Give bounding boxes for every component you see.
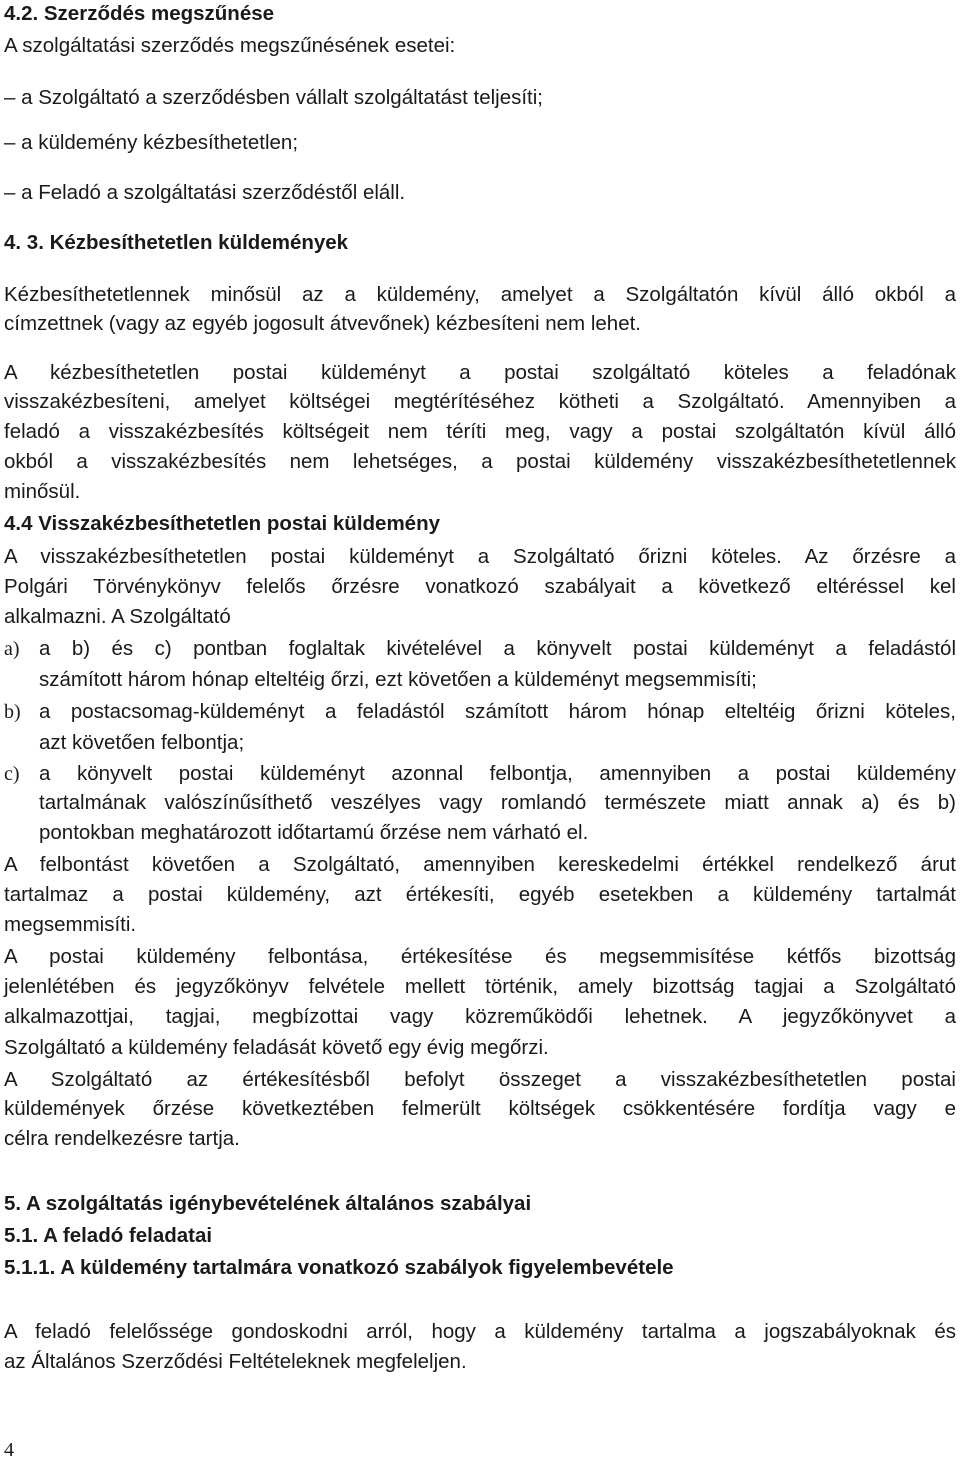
list-item-line: azt követően felbontja; (39, 731, 245, 754)
paragraph-line: jelenlétében és jegyzőkönyv felvétele mellett történik, amely bizottság tagjai a Szolgáltató (4, 975, 956, 998)
paragraph-line: A felbontást követően a Szolgáltató, amennyiben kereskedelmi értékkel rendelkező árut (4, 853, 956, 876)
list-marker: b) (4, 701, 21, 723)
paragraph-line: visszakézbesíteni, amelyet költségei megtérítéséhez kötheti a Szolgáltató. Amennyiben a (4, 390, 956, 413)
paragraph-line: A postai küldemény felbontása, értékesítése és megsemmisítése kétfős bizottság (4, 945, 956, 968)
list-item: – a Szolgáltató a szerződésben vállalt szolgáltatást teljesíti; (4, 86, 543, 109)
paragraph-line: tartalmaz a postai küldemény, azt értékesíti, egyéb esetekben a küldemény tartalmát (4, 883, 956, 906)
list-item: – a Feladó a szolgáltatási szerződéstől eláll. (4, 181, 406, 204)
section-5-1-1-heading: 5.1.1. A küldemény tartalmára vonatkozó szabályok figyelembevétele (4, 1256, 674, 1279)
list-item-line: a b) és c) pontban foglaltak kivételével a könyvelt postai küldeményt a feladástól (39, 637, 956, 660)
list-marker: c) (4, 763, 20, 785)
list-item-line: pontokban meghatározott időtartamú őrzése nem várható el. (39, 821, 589, 844)
paragraph-line: célra rendelkezésre tartja. (4, 1127, 240, 1150)
paragraph-line: alkalmazottjai, tagjai, megbízottai vagy közreműködői lehetnek. A jegyzőkönyvet a (4, 1005, 956, 1028)
page-number: 4 (4, 1439, 14, 1461)
paragraph-line: megsemmisíti. (4, 913, 137, 936)
paragraph-line: küldemények őrzése következtében felmerült költségek csökkentésére fordítja vagy e (4, 1097, 956, 1120)
paragraph-line: Polgári Törvénykönyv felelős őrzésre vonatkozó szabályait a következő eltéréssel kel (4, 575, 956, 598)
paragraph-line: A visszakézbesíthetetlen postai küldeményt a Szolgáltató őrizni köteles. Az őrzésre a (4, 545, 956, 568)
list-item: – a küldemény kézbesíthetetlen; (4, 131, 299, 154)
paragraph-line: feladó a visszakézbesítés költségeit nem téríti meg, vagy a postai szolgáltatón kívül álló (4, 420, 956, 443)
list-item-line: a postacsomag-küldeményt a feladástól számított három hónap elteltéig őrizni köteles, (39, 700, 956, 723)
list-item-line: számított három hónap elteltéig őrzi, ezt követően a küldeményt megsemmisíti; (39, 668, 757, 691)
paragraph-line: A kézbesíthetetlen postai küldeményt a postai szolgáltató köteles a feladónak (4, 361, 956, 384)
list-item-line: a könyvelt postai küldeményt azonnal felbontja, amennyiben a postai küldemény (39, 762, 956, 785)
paragraph-line: Szolgáltató a küldemény feladását követő egy évig megőrzi. (4, 1036, 549, 1059)
paragraph-line: A Szolgáltató az értékesítésből befolyt összeget a visszakézbesíthetetlen postai (4, 1068, 956, 1091)
paragraph-line: minősül. (4, 480, 81, 503)
paragraph-line: az Általános Szerződési Feltételeknek megfeleljen. (4, 1350, 467, 1373)
paragraph-line: Kézbesíthetetlennek minősül az a küldemény, amelyet a Szolgáltatón kívül álló okból a (4, 283, 956, 306)
paragraph-line: címzettnek (vagy az egyéb jogosult átvevőnek) kézbesíteni nem lehet. (4, 312, 641, 335)
section-4-2-intro: A szolgáltatási szerződés megszűnésének esetei: (4, 34, 456, 57)
paragraph-line: A feladó felelőssége gondoskodni arról, hogy a küldemény tartalma a jogszabályoknak és (4, 1320, 956, 1343)
paragraph-line: alkalmazni. A Szolgáltató (4, 605, 231, 628)
section-5-1-heading: 5.1. A feladó feladatai (4, 1224, 213, 1247)
list-item-line: tartalmának valószínűsíthető veszélyes vagy romlandó természete miatt annak a) és b) (39, 791, 956, 814)
section-4-2-heading: 4.2. Szerződés megszűnése (4, 2, 275, 25)
section-4-3-heading: 4. 3. Kézbesíthetetlen küldemények (4, 231, 349, 254)
section-4-4-heading: 4.4 Visszakézbesíthetetlen postai küldemény (4, 512, 440, 535)
section-5-heading: 5. A szolgáltatás igénybevételének általános szabályai (4, 1192, 532, 1215)
paragraph-line: okból a visszakézbesítés nem lehetséges, a postai küldemény visszakézbesíthetetlennek (4, 450, 956, 473)
list-marker: a) (4, 638, 20, 660)
